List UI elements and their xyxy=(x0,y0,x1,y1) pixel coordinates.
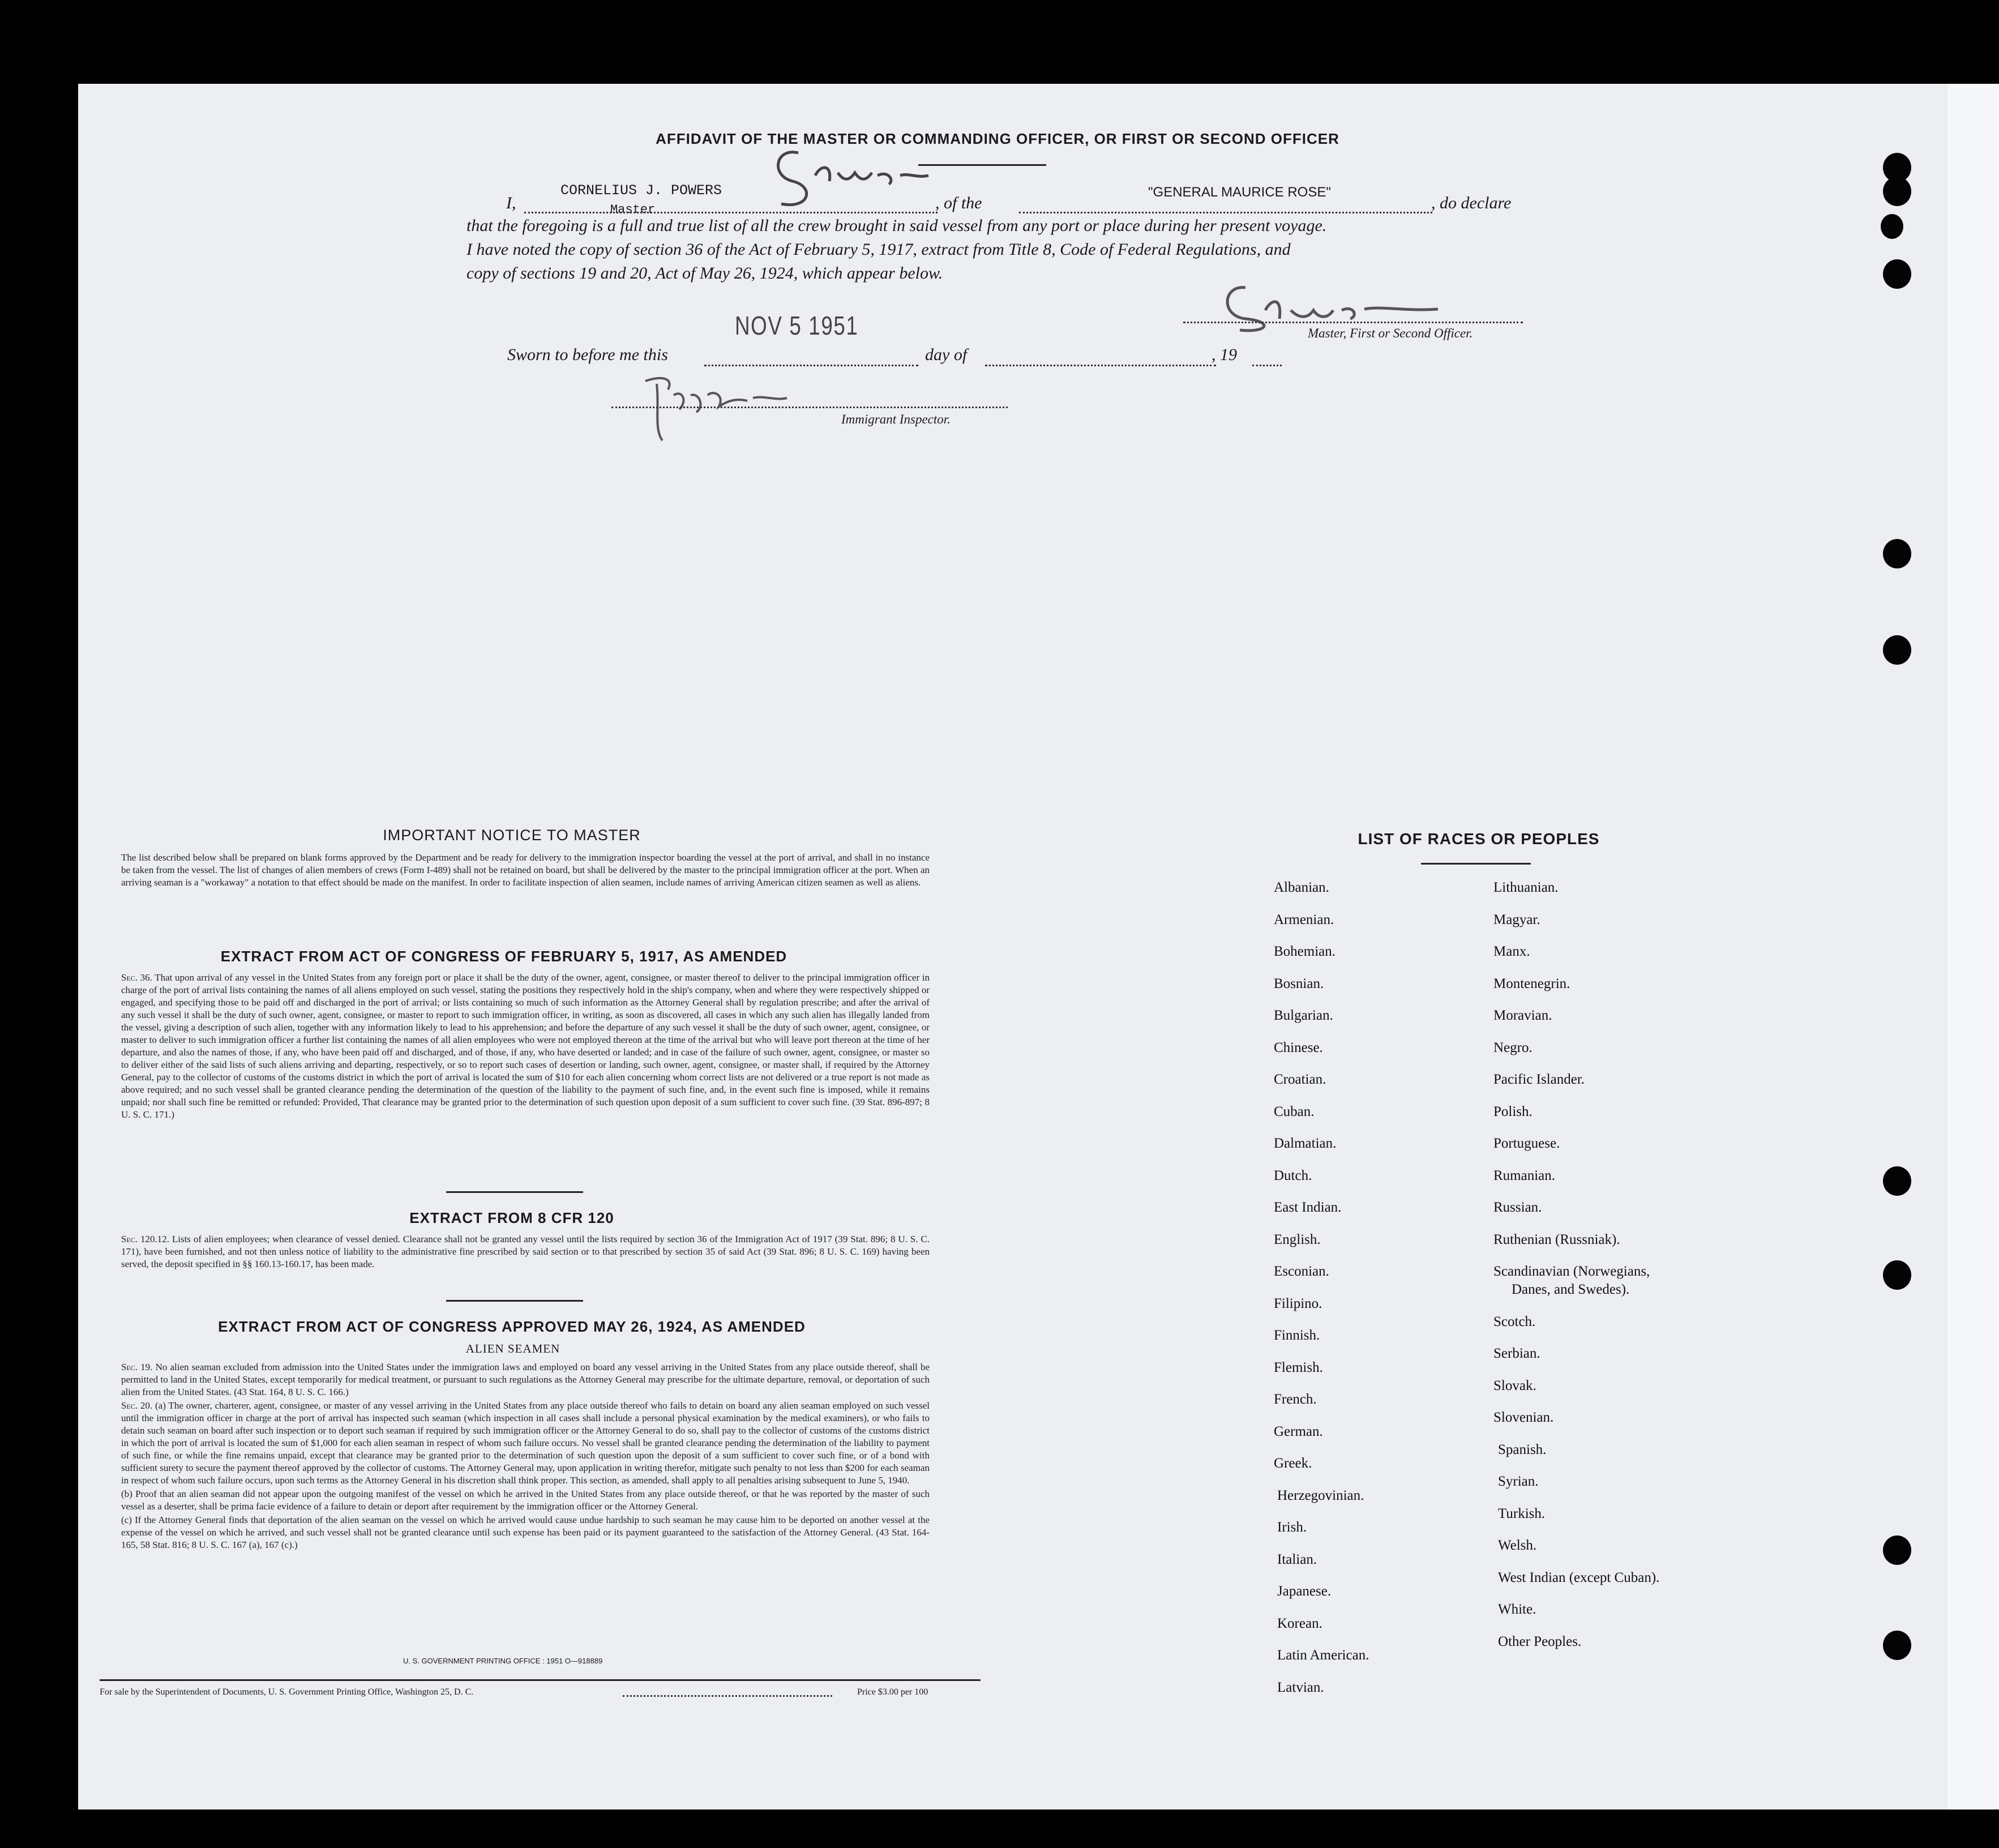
punch-hole xyxy=(1883,1535,1911,1565)
race-left-item: French. xyxy=(1274,1392,1317,1407)
race-left-item: East Indian. xyxy=(1274,1200,1342,1215)
sworn-month-line xyxy=(985,365,1216,366)
race-left-item: Chinese. xyxy=(1274,1040,1323,1055)
punch-hole xyxy=(1883,1166,1911,1196)
declarant-role: Master xyxy=(610,203,656,217)
race-left-item: Bulgarian. xyxy=(1274,1008,1333,1023)
inspector-line xyxy=(611,407,1008,408)
race-right-item: White. xyxy=(1498,1602,1536,1617)
punch-hole xyxy=(1883,1260,1911,1290)
declarant-name: CORNELIUS J. POWERS xyxy=(560,182,722,199)
race-right-item: West Indian (except Cuban). xyxy=(1498,1569,1660,1585)
punch-hole xyxy=(1883,635,1911,665)
race-right-item: Lithuanian. xyxy=(1493,880,1559,895)
race-left-item: Korean. xyxy=(1277,1615,1322,1631)
inspector-caption: Immigrant Inspector. xyxy=(841,412,951,426)
race-left-item: Latin American. xyxy=(1277,1648,1369,1663)
sworn-year-line xyxy=(1252,365,1282,366)
races-title: LIST OF RACES OR PEOPLES xyxy=(1358,830,1600,848)
punch-hole xyxy=(1883,1631,1911,1660)
divider xyxy=(446,1300,583,1302)
affidavit-i: I, xyxy=(506,194,516,212)
race-right-item: Syrian. xyxy=(1498,1474,1539,1489)
race-right-item: Welsh. xyxy=(1498,1538,1537,1553)
divider xyxy=(1421,863,1531,865)
race-left-item: Latvian. xyxy=(1277,1679,1324,1695)
race-right-item: Other Peoples. xyxy=(1498,1633,1582,1649)
race-right-item: Portuguese. xyxy=(1493,1136,1560,1151)
race-right-item: Serbian. xyxy=(1493,1346,1540,1361)
race-right-item: Manx. xyxy=(1493,944,1530,959)
sec-120-12-label: Sec. 120.12. xyxy=(121,1234,169,1244)
sec-19-label: Sec. 19. xyxy=(121,1362,153,1372)
sec-120-12-text: Lists of alien employees; when clearance of vessel denied. Clearance shall not be granted any vessel until the lists required by section 36 of the Immigration Act of 1917 (39 Stat. 896; 8 U. S. C. 171), have been furnished, and not then unless notice of liability to the administrative fine prescribed by said section or to that prescribed by section 35 of said Act (39 Stat. 896; 8 U. S. C. 169) having been served, the deposit specified in §§ 160.13-160.17, has been made. xyxy=(121,1234,930,1269)
affidavit-line-3: I have noted the copy of section 36 of the Act of February 5, 1917, extract from Title 8, Code of Federal Regulations, and xyxy=(466,240,1291,259)
extract-1917-body xyxy=(121,972,930,1122)
affidavit-of-the: , of the xyxy=(935,194,982,212)
race-left-item: Bohemian. xyxy=(1274,944,1336,959)
race-left-item: Bosnian. xyxy=(1274,976,1324,991)
race-left-item: Greek. xyxy=(1274,1456,1312,1471)
punch-hole xyxy=(1881,214,1903,239)
race-left-item: Armenian. xyxy=(1274,912,1334,927)
sheet-edge xyxy=(1947,84,1999,1810)
affidavit-line-4: copy of sections 19 and 20, Act of May 26, 1924, which appear below. xyxy=(466,264,943,283)
date-stamp: NOV 5 1951 xyxy=(735,311,859,340)
sec-20-label: Sec. 20. xyxy=(121,1400,153,1411)
for-sale-text: For sale by the Superintendent of Documents, U. S. Government Printing Office, Washington 25, D. C. xyxy=(100,1687,474,1697)
race-right-item: Scotch. xyxy=(1493,1314,1536,1329)
race-left-item: Irish. xyxy=(1277,1520,1307,1535)
race-right-item: Turkish. xyxy=(1498,1505,1546,1521)
punch-hole xyxy=(1883,259,1911,289)
race-left-item: Croatian. xyxy=(1274,1072,1326,1087)
affidavit-line-2: that the foregoing is a full and true list of all the crew brought in said vessel from any port or place during her present voyage. xyxy=(466,216,1327,235)
vessel-name: "GENERAL MAURICE ROSE" xyxy=(1148,185,1331,200)
race-right-item: Montenegrin. xyxy=(1493,976,1570,991)
vessel-line xyxy=(1019,212,1432,213)
race-right-item: Magyar. xyxy=(1493,912,1540,927)
affidavit-do-declare: , do declare xyxy=(1431,194,1512,212)
footer-leader xyxy=(623,1695,832,1697)
sworn-text: Sworn to before me this xyxy=(507,345,668,364)
sec-20a-text: (a) The owner, charterer, agent, consignee, or master of any vessel arriving in the United States from any place outside thereof who fails to detain on board any alien seaman employed on such vessel until the immigration officer in charge at the port of arrival has inspected such seaman (which inspection in all cases shall include a personal physical examination by the medical examiners), or who fails to detain such seaman on board after such inspection or to deport such seaman if required by such immigration officer or the Attorney General to do so, shall pay to the collector of customs of the customs district in which the port of arrival is located the sum of $1,000 for each alien seaman in respect of whom such failure occurs. No vessel shall be granted clearance pending the determination of the liability to payment of such fine, or while the fine remains unpaid, except that clearance may be granted prior to the determination of such question upon the deposit of a sum sufficient to cover such fine, or of a bond with sufficient surety to secure the payment thereof approved by the collector of customs. The Attorney General may, upon application in writing therefor, mitigate such penalty to not less than $200 for each seaman in respect of whom such failure occurs, upon such terms as the Attorney General in his discretion shall think proper. This section, as amended, shall apply to all penalties arising subsequent to June 5, 1940. xyxy=(121,1400,930,1486)
race-right-item: Russian. xyxy=(1493,1200,1542,1215)
notice-text: The list described below shall be prepared on blank forms approved by the Department and be ready for delivery to the immigration inspector boarding the vessel at the port of arrival, and shall in no instance be taken from the vessel. The list of changes of alien members of crews (Form I-489) shall not be retained on board, but shall be delivered by the master to the principal immigration officer at the port. When an arriving seaman is a "workaway" a notation to that effect should be made on the manifest. In order to facilitate inspection of alien seamen, include names of arriving American citizen seamen as well as aliens. xyxy=(121,852,930,888)
race-right-item: Polish. xyxy=(1493,1103,1533,1119)
race-left-item: Flemish. xyxy=(1274,1359,1323,1375)
signature-caption: Master, First or Second Officer. xyxy=(1308,326,1473,340)
extract-1924-title: EXTRACT FROM ACT OF CONGRESS APPROVED MAY 26, 1924, AS AMENDED xyxy=(218,1318,806,1335)
race-right-item: Rumanian. xyxy=(1493,1167,1556,1183)
master-signature-top xyxy=(759,142,962,215)
notice-title: IMPORTANT NOTICE TO MASTER xyxy=(383,827,641,844)
race-right-item: Ruthenian (Russniak). xyxy=(1493,1231,1620,1247)
printing-office: U. S. GOVERNMENT PRINTING OFFICE : 1951 O—918889 xyxy=(403,1657,603,1665)
punch-hole xyxy=(1883,177,1911,206)
race-right-item: Negro. xyxy=(1493,1040,1533,1055)
race-left-item: Dutch. xyxy=(1274,1167,1312,1183)
alien-seamen-subtitle: ALIEN SEAMEN xyxy=(465,1342,560,1355)
extract-8cfr-title: EXTRACT FROM 8 CFR 120 xyxy=(409,1209,614,1226)
sec-20b-text: (b) Proof that an alien seaman did not appear upon the outgoing manifest of the vessel on which he arrived in the United States from any place outside thereof, or that he was reported by the master of such vessel as a deserter, shall be prima facie evidence of a failure to detain or deport after requirement by the immigration officer or the Attorney General. xyxy=(121,1488,930,1512)
signature-line xyxy=(1183,322,1523,323)
race-left-item: Esconian. xyxy=(1274,1264,1329,1279)
sec-20c-text: (c) If the Attorney General finds that deportation of the alien seaman on the vessel on which he arrived would cause undue hardship to such seaman he may cause him to be deported on another vessel at the expense of the vessel on which he arrived, and such vessel shall not be granted clearance until such expense has been paid or its payment guaranteed to the satisfaction of the Attorney General. (43 Stat. 164-165, 58 Stat. 816; 8 U. S. C. 167 (a), 167 (c).) xyxy=(121,1515,930,1550)
race-left-item: Albanian. xyxy=(1274,880,1329,895)
price-text: Price $3.00 per 100 xyxy=(857,1687,928,1697)
race-left-item: Herzegovinian. xyxy=(1277,1487,1364,1503)
race-right-item: Spanish. xyxy=(1498,1441,1547,1457)
punch-hole xyxy=(1883,539,1911,568)
race-right-item: Danes, and Swedes). xyxy=(1512,1282,1630,1297)
race-right-item: Moravian. xyxy=(1493,1008,1552,1023)
year-text: , 19 xyxy=(1212,345,1237,364)
race-left-item: Dalmatian. xyxy=(1274,1136,1337,1151)
race-left-item: Filipino. xyxy=(1274,1295,1322,1311)
sec-36-text: That upon arrival of any vessel in the United States from any foreign port or place it shall be the duty of the owner, agent, consignee, or master thereof to deliver to the principal immigration officer in charge of the port of arrival lists containing the names of all aliens employed on such vessel, stating the positions they respectively hold in the ship's company, when and where they were respectively shipped or engaged, and specifying those to be paid off and discharged in the port of arrival; or lists containing so much of such information as the Attorney General shall by regulation prescribe; and after the arrival of any such vessel it shall be the duty of such owner, agent, consignee, or master to report to such immigration officer, in writing, as soon as discovered, all cases in which any such alien has illegally landed from the vessel, giving a description of such alien, together with any information likely to lead to his apprehension; and before the departure of any such vessel it shall be the duty of such owner, agent, consignee, or master to deliver to such immigration officer a further list containing the names of all alien employees who were not employed thereon at the time of the arrival but who will leave port thereon at the time of her departure, and also the names of those, if any, who have been paid off and discharged, and of those, if any, who have deserted or landed; and in case of the failure of such owner, agent, consignee, or master so to deliver either of the said lists of such aliens arriving and departing, respectively, or so to report such cases of desertion or landing, such owner, agent, consignee, or master shall, if required by the Attorney General, pay to the collector of customs of the customs district in which the port of arrival is located the sum of $10 for each alien concerning whom correct lists are not delivered or a true report is not made as above required; and no such vessel shall be granted clearance pending the determination of the question of the liability to the payment of such fine, and, in the event such fine is imposed, while it remains unpaid; nor shall such fine be remitted or refunded: Provided, That clearance may be granted prior to the determination of such question upon deposit of a sum sufficient to cover such fine. (39 Stat. 896-897; 8 U. S. C. 171.) xyxy=(121,972,930,1120)
race-left-item: German. xyxy=(1274,1423,1323,1439)
race-right-item: Slovenian. xyxy=(1493,1410,1554,1425)
day-of-text: day of xyxy=(925,345,968,364)
sec-36-label: Sec. 36. xyxy=(121,972,152,983)
extract-1917-title: EXTRACT FROM ACT OF CONGRESS OF FEBRUARY 5, 1917, AS AMENDED xyxy=(220,948,787,965)
race-left-item: Italian. xyxy=(1277,1551,1317,1567)
race-right-item: Slovak. xyxy=(1493,1378,1536,1393)
race-left-item: Cuban. xyxy=(1274,1103,1315,1119)
extract-1924-body xyxy=(121,1361,930,1552)
race-right-item: Pacific Islander. xyxy=(1493,1072,1585,1087)
race-left-item: English. xyxy=(1274,1231,1321,1247)
race-left-item: Japanese. xyxy=(1277,1584,1332,1599)
divider xyxy=(446,1191,583,1193)
race-right-item: Scandinavian (Norwegians, xyxy=(1493,1264,1650,1279)
extract-8cfr-body xyxy=(121,1233,930,1272)
sec-19-text: No alien seaman excluded from admission into the United States under the immigration laws and employed on board any vessel arriving in the United States from any place outside thereof, shall be permitted to land in the United States, except temporarily for medical treatment, or pursuant to such regulations as the Attorney General may prescribe for the ultimate departure, removal, or deportation of such alien from the United States. (43 Stat. 164, 8 U. S. C. 166.) xyxy=(121,1362,930,1397)
affidavit-title: AFFIDAVIT OF THE MASTER OR COMMANDING OFFICER, OR FIRST OR SECOND OFFICER xyxy=(656,130,1339,147)
footer-rule xyxy=(100,1679,981,1681)
race-left-item: Finnish. xyxy=(1274,1328,1320,1343)
sworn-day-line xyxy=(704,365,918,366)
